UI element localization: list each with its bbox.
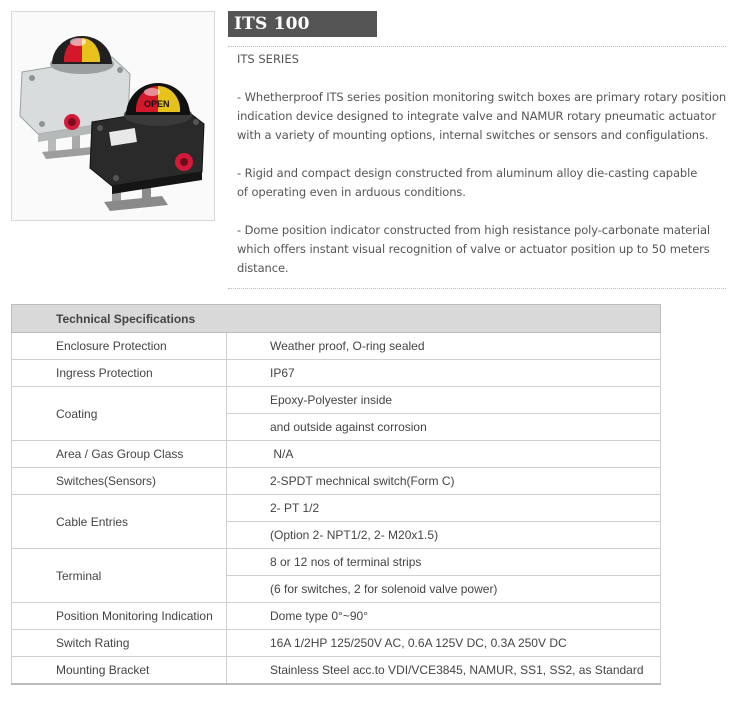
spec-row: [12, 468, 661, 495]
spec-row: [12, 603, 661, 630]
dome-label: OPEN: [144, 99, 170, 109]
spec-row: [12, 360, 661, 387]
divider: [228, 288, 726, 289]
product-title: ITS 100: [234, 14, 310, 34]
spec-value: Weather proof, O-ring sealed: [227, 333, 661, 360]
spec-value: IP67: [227, 360, 661, 387]
spec-value: 2-SPDT mechnical switch(Form C): [227, 468, 661, 495]
spec-label: Switches(Sensors): [12, 468, 227, 495]
spec-header-label: Technical Specifications: [12, 305, 661, 333]
spec-value: Stainless Steel acc.to VDI/VCE3845, NAMUR, SS1, SS2, as Standard: [227, 657, 661, 685]
spec-label: Terminal: [12, 549, 227, 603]
spec-row: [12, 333, 661, 360]
spec-row: [12, 657, 661, 685]
spec-row: [12, 549, 661, 576]
description-paragraph: - Dome position indicator constructed from high resistance poly-carbonate material which offers instant visual recognition of valve or actuator position up to 50 meters distance.: [237, 223, 711, 275]
spec-label: Ingress Protection: [12, 360, 227, 387]
spec-row: [12, 630, 661, 657]
description-paragraph: - Whetherproof ITS series position monitoring switch boxes are primary rotary position indication device designed to integrate valve and NAMUR rotary pneumatic actuator with a variety of mounting options, internal switches or sensors and configulations.: [237, 90, 727, 142]
product-photo: [11, 11, 215, 221]
spec-value: and outside against corrosion: [227, 414, 661, 441]
description-paragraph: - Rigid and compact design constructed from aluminum alloy die-casting capable of operating even in arduous conditions.: [237, 166, 698, 199]
divider: [228, 46, 726, 47]
spec-table-header: [12, 305, 661, 333]
spec-table: [11, 304, 661, 685]
spec-label: Mounting Bracket: [12, 657, 227, 685]
spec-label: Area / Gas Group Class: [12, 441, 227, 468]
spec-value: Epoxy-Polyester inside: [227, 387, 661, 414]
spec-value: Dome type 0°~90°: [227, 603, 661, 630]
spec-row: [12, 441, 661, 468]
spec-label: Switch Rating: [12, 630, 227, 657]
spec-value: 8 or 12 nos of terminal strips: [227, 549, 661, 576]
spec-label: Cable Entries: [12, 495, 227, 549]
spec-value: (Option 2- NPT1/2, 2- M20x1.5): [227, 522, 661, 549]
spec-row: [12, 387, 661, 414]
spec-label: Position Monitoring Indication: [12, 603, 227, 630]
spec-value: (6 for switches, 2 for solenoid valve power): [227, 576, 661, 603]
product-title-bar: [228, 11, 377, 37]
series-label: ITS SERIES: [237, 52, 299, 66]
spec-value: 16A 1/2HP 125/250V AC, 0.6A 125V DC, 0.3A 250V DC: [227, 630, 661, 657]
spec-value: 2- PT 1/2: [227, 495, 661, 522]
spec-label: Enclosure Protection: [12, 333, 227, 360]
spec-value: N/A: [227, 441, 661, 468]
spec-label: Coating: [12, 387, 227, 441]
spec-row: [12, 495, 661, 522]
